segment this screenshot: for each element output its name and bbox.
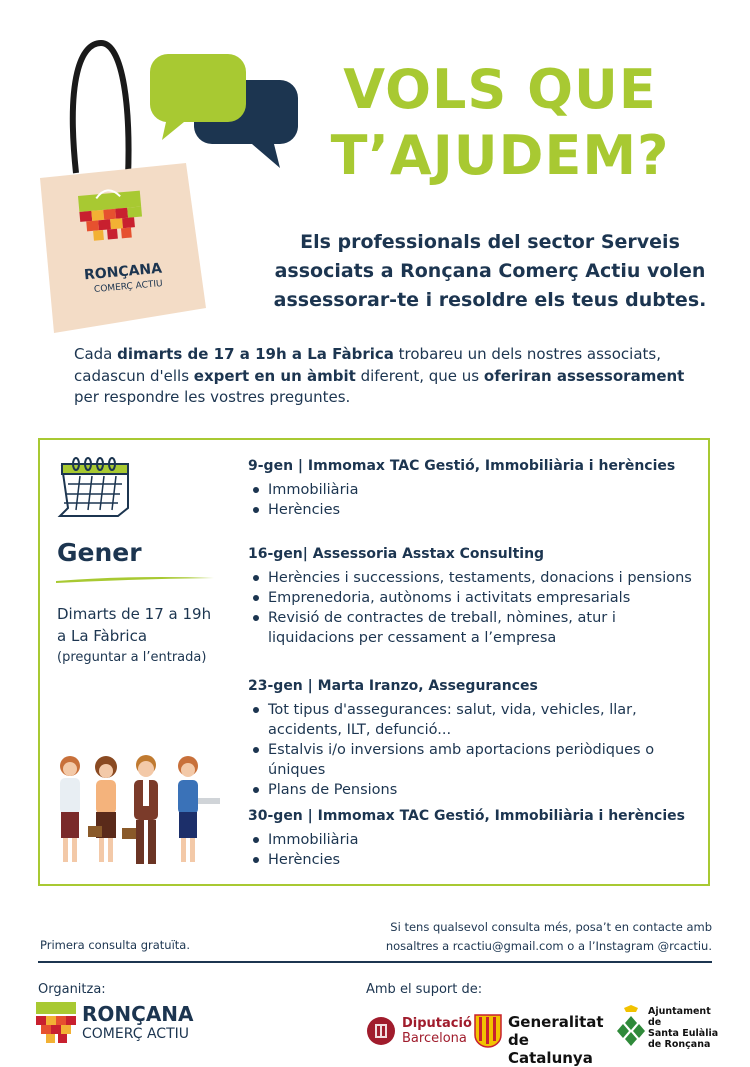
list-item: Emprenedoria, autònoms i activitats empresarials	[248, 588, 698, 608]
generalitat-shield-icon	[474, 1014, 502, 1048]
session	[248, 458, 698, 546]
org-brand: RONÇANA	[82, 1002, 194, 1026]
diputacio-shield-icon	[366, 1016, 396, 1046]
support-label: Amb el suport de:	[366, 982, 483, 997]
woman-briefcase-icon	[88, 756, 117, 862]
generalitat-logo: Generalitat de Catalunya	[474, 1012, 604, 1050]
organizer-label: Organitza:	[38, 982, 106, 997]
list-item: Plans de Pensions	[248, 780, 698, 800]
list-item: Immobiliària	[248, 830, 698, 850]
sessions-list	[248, 458, 698, 870]
contact-info: Si tens qualsevol consulta més, posa’t en contacte amb nosaltres a rcactiu@gmail.com o a l’Instagram @rcactiu.	[385, 920, 712, 953]
bag-brand: RONÇANA	[83, 260, 163, 284]
org-tagline: COMERÇ ACTIU	[82, 1026, 190, 1042]
schedule-place: a La Fàbrica	[57, 627, 148, 645]
month-underline	[54, 574, 216, 584]
list-item: Herències	[248, 500, 698, 520]
roncana-logo-icon	[36, 1002, 76, 1046]
intro-paragraph: Cada dimarts de 17 a 19h a La Fàbrica trobareu un dels nostres associats, cadascun d'ells expert en un àmbit diferent, que us oferiran assessorament per respondre les vostres preguntes.	[74, 345, 685, 406]
organizer-logo	[36, 1002, 206, 1050]
session	[248, 546, 698, 678]
subtitle: Els professionals del sector Serveis associats a Ronçana Comerç Actiu volen assessorar-te i resoldre els teus dubtes.	[273, 231, 707, 311]
list-item: Immobiliària	[248, 480, 698, 500]
schedule-time: Dimarts de 17 a 19h	[57, 605, 212, 623]
session	[248, 808, 698, 870]
list-item: Herències	[248, 850, 698, 870]
ajuntament-logo: Ajuntament de Santa Eulàlia de Ronçana	[616, 1004, 726, 1054]
free-consultation-note: Primera consulta gratuïta.	[40, 938, 190, 952]
ajuntament-emblem-icon	[616, 1004, 646, 1048]
calendar-icon	[54, 456, 136, 518]
woman-icon	[60, 756, 80, 862]
footer-divider	[38, 961, 712, 963]
session-title: 23-gen | Marta Iranzo, Assegurances	[248, 678, 538, 694]
list-item: Tot tipus d'assegurances: salut, vida, vehicles, llar, accidents, ILT, defunció...	[248, 700, 698, 740]
speech-bubbles-icon	[150, 52, 300, 170]
man-icon	[122, 755, 158, 864]
session-title: 9-gen | Immomax TAC Gestió, Immobiliària i herències	[248, 458, 676, 474]
session-title: 30-gen | Immomax TAC Gestió, Immobiliària i herències	[248, 808, 685, 824]
list-item: Estalvis i/o inversions amb aportacions periòdiques o úniques	[248, 740, 698, 780]
page-title-line2: T’AJUDEM?	[330, 124, 670, 187]
bag-tagline: COMERÇ ACTIU	[93, 279, 164, 295]
month-label: Gener	[57, 538, 142, 567]
people-illustration	[48, 750, 230, 872]
list-item: Revisió de contractes de treball, nòmines, atur i liquidacions per cessament a l’empresa	[248, 608, 698, 648]
woman-laptop-icon	[178, 756, 220, 862]
page-title-line1: VOLS QUE	[343, 58, 657, 121]
session	[248, 678, 698, 808]
schedule-note: (preguntar a l’entrada)	[57, 650, 207, 665]
diputacio-logo: Diputació Barcelona	[366, 1014, 466, 1048]
session-title: 16-gen| Assessoria Asstax Consulting	[248, 546, 545, 562]
list-item: Herències i successions, testaments, donacions i pensions	[248, 568, 698, 588]
